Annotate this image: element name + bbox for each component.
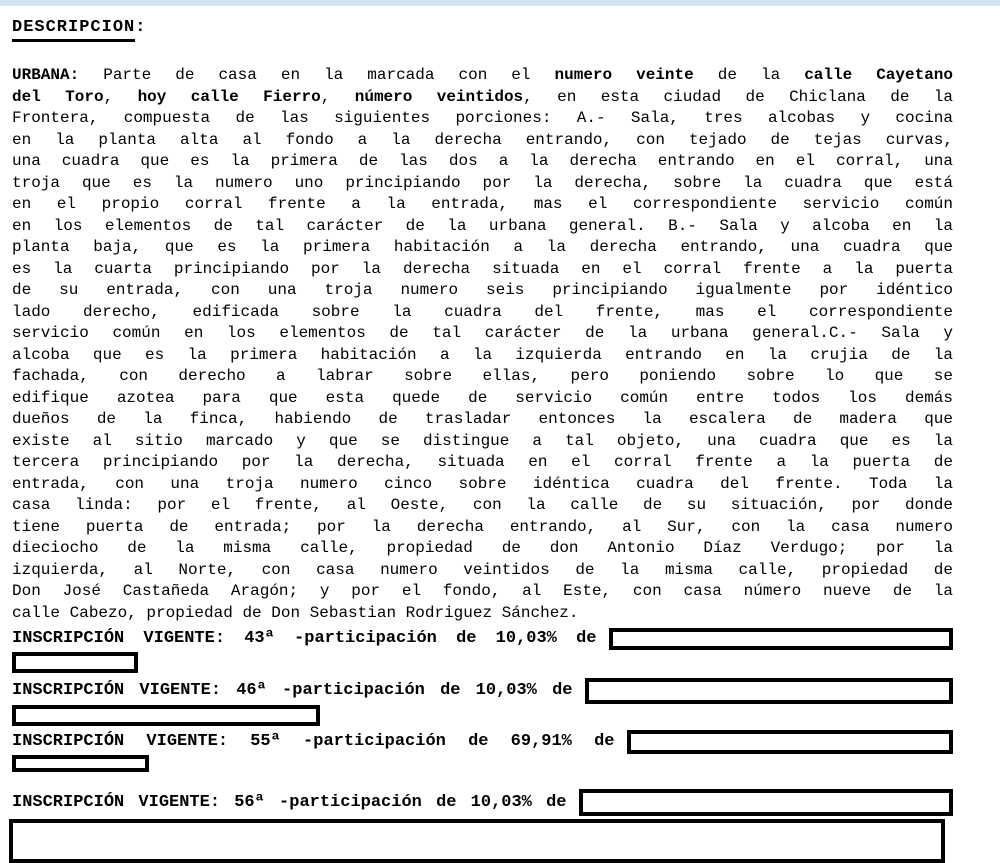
redaction-box xyxy=(609,628,954,650)
text-segment: casa linda: por el frente, al Oeste, con la calle de su situación, por donde xyxy=(12,496,953,514)
bold-text-segment: numero veinte xyxy=(554,66,694,84)
page-title xyxy=(12,18,953,42)
description-paragraph xyxy=(12,65,953,624)
text-segment: tercera principiando por la derecha, situada en el corral frente a la puerta de xyxy=(12,453,953,471)
bold-text-segment: URBANA: xyxy=(12,66,80,84)
text-segment: , xyxy=(103,87,138,106)
text-segment: existe al sitio marcado y que se distingue a tal objeto, una cuadra que es la xyxy=(12,431,953,450)
description-line xyxy=(12,409,953,431)
title-colon: : xyxy=(135,18,147,37)
inscription-line xyxy=(12,678,953,704)
description-line xyxy=(12,538,953,560)
redaction-box xyxy=(12,705,320,726)
redaction-box xyxy=(627,730,954,754)
description-line xyxy=(12,87,953,109)
inscription-text: INSCRIPCIÓN VIGENTE: 46ª -participación de 10,03% de xyxy=(12,681,573,700)
description-line xyxy=(12,237,953,259)
window-top-strip xyxy=(0,0,1000,6)
text-segment: , xyxy=(320,87,355,106)
text-segment: servicio común en los elementos de tal carácter de la urbana general.C.- Sala y xyxy=(12,324,953,342)
bold-text-segment: del Toro xyxy=(12,87,104,106)
text-segment: fachada, con derecho a labrar sobre ellas, pero poniendo sobre lo que se xyxy=(12,367,953,385)
description-line xyxy=(12,323,953,345)
description-line xyxy=(12,259,953,281)
redaction-box xyxy=(12,652,138,673)
description-line xyxy=(12,194,953,216)
text-segment: , en esta ciudad de Chiclana de la xyxy=(523,87,954,106)
text-segment: Don José Castañeda Aragón; y por el fondo, al Este, con casa número nueve de la xyxy=(12,582,953,600)
description-line xyxy=(12,452,953,474)
text-segment: alcoba que es la primera habitación a la izquierda entrando en la crujia de la xyxy=(12,345,953,364)
text-segment: calle Cabezo, propiedad de Don Sebastian Rodriguez Sánchez. xyxy=(12,603,579,622)
inscriptions xyxy=(12,627,953,863)
text-segment: troja que es la numero uno principiando por la derecha, sobre la cuadra que está xyxy=(12,173,953,192)
text-segment: en los elementos de tal carácter de la urbana general. B.- Sala y alcoba en la xyxy=(12,216,953,235)
document-content xyxy=(12,18,953,863)
description-line xyxy=(12,302,953,324)
inscription-line xyxy=(12,627,953,651)
description-line xyxy=(12,173,953,195)
description-line xyxy=(12,581,953,603)
title-text: DESCRIPCION xyxy=(12,18,135,42)
redaction-row xyxy=(12,705,953,726)
text-segment: dueños de la finca, habiendo de trasladar entonces la escalera de madera que xyxy=(12,410,953,428)
text-segment: una cuadra que es la primera de las dos a la derecha entrando en el corral, una xyxy=(12,152,953,170)
description-line xyxy=(12,517,953,539)
description-line xyxy=(12,474,953,496)
redaction-box xyxy=(579,789,954,816)
bold-text-segment: calle Cayetano xyxy=(804,66,954,84)
inscription-text: INSCRIPCIÓN VIGENTE: 56ª -participación de 10,03% de xyxy=(12,792,567,812)
bold-text-segment: hoy calle Fierro xyxy=(137,87,321,106)
description-line xyxy=(12,388,953,410)
text-segment: izquierda, al Norte, con casa numero veintidos de la misma calle, propiedad de xyxy=(12,560,953,579)
text-segment: entrada, con una troja numero cinco sobre idéntica cuadra del frente. Toda la xyxy=(12,474,953,493)
description-line xyxy=(12,560,953,582)
inscription-text: INSCRIPCIÓN VIGENTE: 55ª -participación de 69,91% de xyxy=(12,732,615,751)
description-line xyxy=(12,216,953,238)
text-segment: tiene puerta de entrada; por la derecha entrando, al Sur, con la casa numero xyxy=(12,517,953,536)
description-line xyxy=(12,108,953,130)
text-segment: lado derecho, edificada sobre la cuadra del frente, mas el correspondiente xyxy=(12,302,953,321)
description-line xyxy=(12,65,953,87)
description-line xyxy=(12,431,953,453)
text-segment: Frontera, compuesta de las siguientes porciones: A.- Sala, tres alcobas y cocina xyxy=(12,109,953,127)
redaction-box xyxy=(12,755,149,772)
text-segment: edifique azotea para que esta quede de servicio común entre todos los demás xyxy=(12,388,953,407)
text-segment: en el propio corral frente a la entrada, mas el correspondiente servicio común xyxy=(12,195,953,213)
text-segment: dieciocho de la misma calle, propiedad de don Antonio Díaz Verdugo; por la xyxy=(12,539,953,557)
redaction-row xyxy=(12,652,953,673)
description-line xyxy=(12,130,953,152)
redaction-row xyxy=(12,755,953,772)
description-line xyxy=(12,603,953,625)
inscription-line xyxy=(12,789,953,816)
text-segment: planta baja, que es la primera habitación a la derecha entrando, una cuadra que xyxy=(12,238,953,256)
redaction-row xyxy=(12,819,953,863)
text-segment: Parte de casa en la marcada con el xyxy=(79,66,555,84)
bold-text-segment: número veintidos xyxy=(354,87,524,106)
text-segment: en la planta alta al fondo a la derecha entrando, con tejado de tejas curvas, xyxy=(12,130,953,149)
description-line xyxy=(12,345,953,367)
description-line xyxy=(12,151,953,173)
description-line xyxy=(12,495,953,517)
redaction-box xyxy=(585,678,954,704)
inscription-line xyxy=(12,730,953,754)
text-segment: de la xyxy=(693,66,805,84)
inscription-text: INSCRIPCIÓN VIGENTE: 43ª -participación de 10,03% de xyxy=(12,629,597,648)
description-line xyxy=(12,366,953,388)
text-segment: de su entrada, con una troja numero seis principiando igualmente por idéntico xyxy=(12,281,953,299)
redaction-box-large xyxy=(9,819,945,863)
text-segment: es la cuarta principiando por la derecha situada en el corral frente a la puerta xyxy=(12,259,953,278)
description-line xyxy=(12,280,953,302)
